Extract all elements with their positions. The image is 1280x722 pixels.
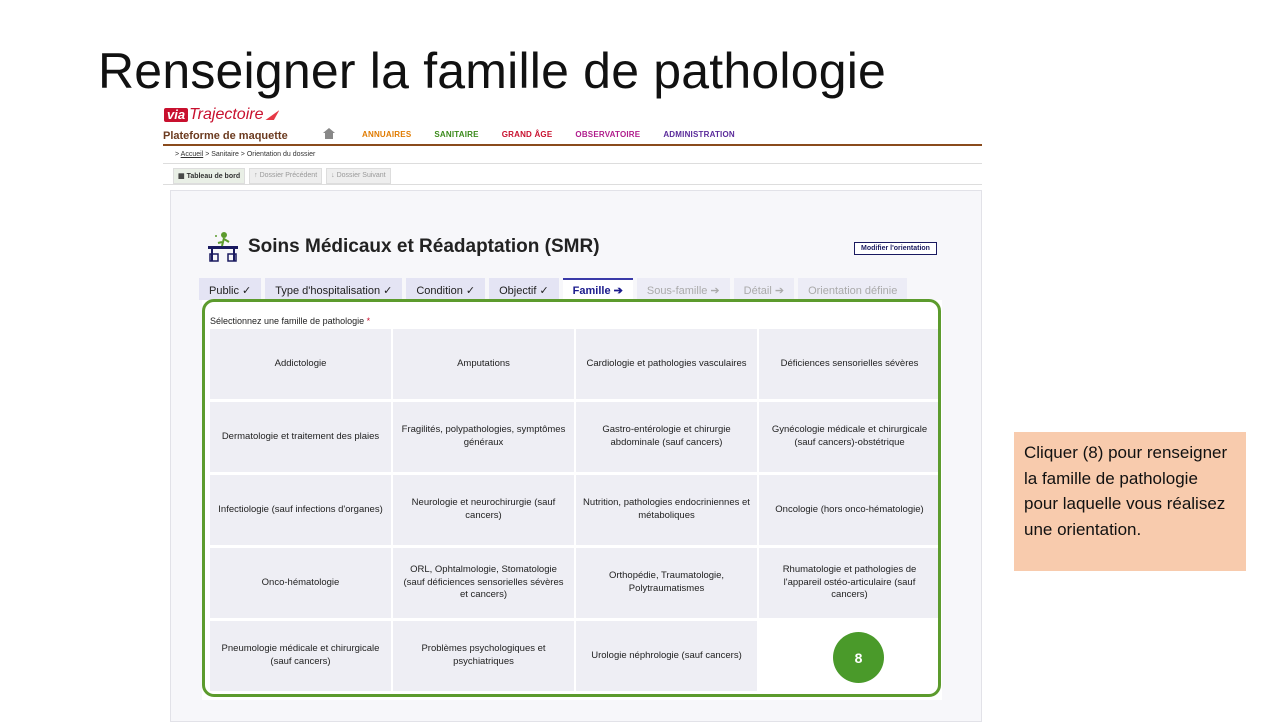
family-option[interactable]: Cardiologie et pathologies vasculaires (576, 329, 757, 399)
modify-orientation-button[interactable]: Modifier l'orientation (854, 242, 937, 255)
nav-grand-age[interactable]: GRAND ÂGE (501, 129, 553, 139)
breadcrumb-divider (163, 163, 982, 164)
next-file-button[interactable]: ↓ Dossier Suivant (326, 168, 390, 184)
family-option[interactable]: Gastro-entérologie et chirurgie abdominale (sauf cancers) (576, 402, 757, 472)
family-select-text: Sélectionnez une famille de pathologie (210, 316, 365, 326)
page-title: Soins Médicaux et Réadaptation (SMR) (248, 236, 600, 257)
family-option[interactable]: Amputations (393, 329, 574, 399)
nav-administration[interactable]: ADMINISTRATION (663, 129, 735, 139)
tab-type-hospitalisation[interactable]: Type d'hospitalisation ✓ (265, 278, 402, 300)
breadcrumb-home-link[interactable]: Accueil (180, 151, 204, 158)
step-8-badge: 8 (833, 632, 884, 683)
step-tabs (199, 278, 911, 300)
family-option[interactable]: Déficiences sensorielles sévères (759, 329, 940, 399)
breadcrumb-path: > Sanitaire > Orientation du dossier (205, 151, 316, 158)
top-navigation (322, 128, 758, 140)
home-icon[interactable] (322, 128, 336, 140)
family-option[interactable]: Problèmes psychologiques et psychiatriques (393, 621, 574, 691)
next-file-label: Dossier Suivant (336, 172, 386, 179)
viatrajectoire-logo[interactable] (164, 104, 279, 126)
family-option[interactable]: Onco-hématologie (210, 548, 391, 618)
tab-condition[interactable]: Condition ✓ (406, 278, 485, 300)
nav-sanitaire[interactable]: SANITAIRE (434, 129, 479, 139)
family-option[interactable]: Dermatologie et traitement des plaies (210, 402, 391, 472)
family-option[interactable]: Fragilités, polypathologies, symptômes généraux (393, 402, 574, 472)
family-option[interactable]: Rhumatologie et pathologies de l'appareil ostéo-articulaire (sauf cancers) (759, 548, 940, 618)
family-option[interactable]: Oncologie (hors onco-hématologie) (759, 475, 940, 545)
tab-sous-famille: Sous-famille ➔ (637, 278, 730, 300)
tab-objectif[interactable]: Objectif ✓ (489, 278, 559, 300)
dashboard-label: Tableau de bord (186, 173, 241, 180)
family-option[interactable]: Neurologie et neurochirurgie (sauf cancers) (393, 475, 574, 545)
nav-observatoire[interactable]: OBSERVATOIRE (575, 129, 641, 139)
dashboard-button[interactable]: ▦ Tableau de bord (173, 168, 245, 184)
logo-trajectoire-text: Trajectoire (189, 106, 264, 123)
family-select-label (210, 316, 370, 326)
tab-orientation-definie: Orientation définie (798, 278, 907, 300)
breadcrumb (175, 151, 315, 158)
family-option[interactable]: Gynécologie médicale et chirurgicale (sauf cancers)-obstétrique (759, 402, 940, 472)
nav-annuaires[interactable]: ANNUAIRES (362, 129, 412, 139)
smr-rehab-icon (206, 230, 240, 264)
family-option[interactable]: Pneumologie médicale et chirurgicale (sauf cancers) (210, 621, 391, 691)
toolbar (173, 168, 391, 184)
required-mark: * (366, 316, 371, 326)
family-option[interactable]: Orthopédie, Traumatologie, Polytraumatismes (576, 548, 757, 618)
family-option[interactable]: Nutrition, pathologies endocriniennes et métaboliques (576, 475, 757, 545)
breadcrumb-prefix: > (175, 151, 180, 158)
logo-via-text: via (164, 108, 188, 122)
family-option[interactable]: Urologie néphrologie (sauf cancers) (576, 621, 757, 691)
logo-swoosh-icon (265, 110, 279, 120)
instruction-callout: Cliquer (8) pour renseigner la famille de pathologie pour laquelle vous réalisez une orientation. (1014, 432, 1246, 571)
family-option[interactable]: Addictologie (210, 329, 391, 399)
platform-name: Plateforme de maquette (163, 130, 288, 142)
family-option[interactable]: ORL, Ophtalmologie, Stomatologie (sauf déficiences sensorielles sévères et cancers) (393, 548, 574, 618)
previous-file-label: Dossier Précédent (259, 172, 318, 179)
toolbar-divider (163, 184, 982, 185)
tab-famille[interactable]: Famille ➔ (563, 278, 633, 300)
header-divider (163, 144, 982, 146)
slide-title: Renseigner la famille de pathologie (98, 43, 887, 99)
previous-file-button[interactable]: ↑ Dossier Précédent (249, 168, 322, 184)
family-option[interactable]: Infectiologie (sauf infections d'organes) (210, 475, 391, 545)
tab-public[interactable]: Public ✓ (199, 278, 261, 300)
tab-detail: Détail ➔ (734, 278, 794, 300)
